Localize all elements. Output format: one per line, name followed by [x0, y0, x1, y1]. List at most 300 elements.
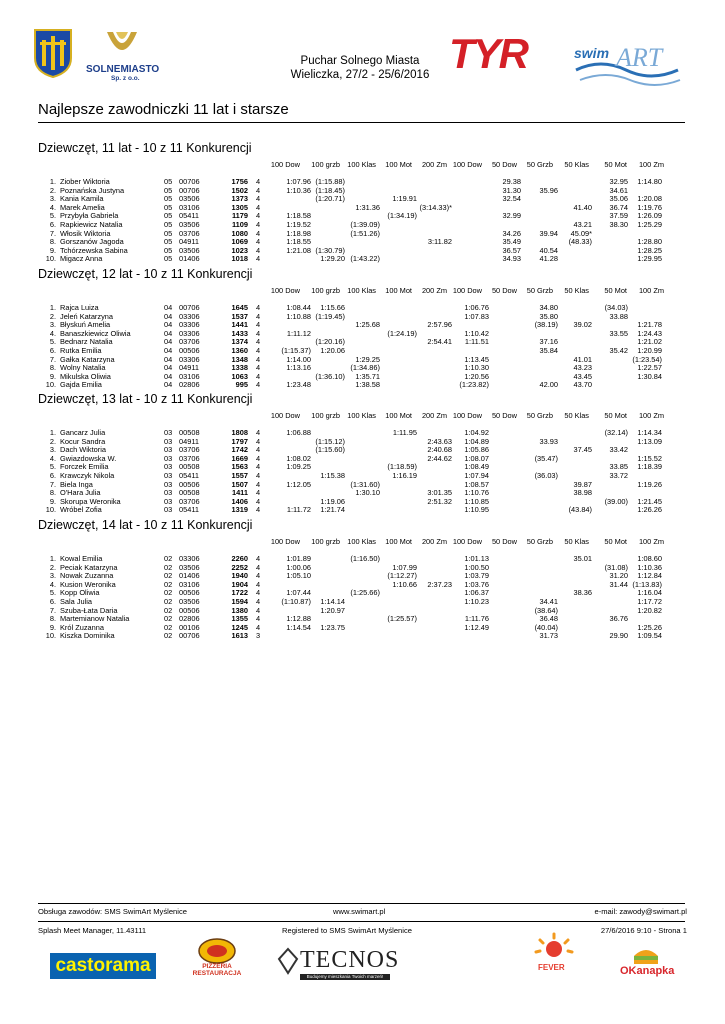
- column-header: 50 Grzb: [526, 537, 553, 546]
- column-header: 200 Zm: [421, 537, 447, 546]
- result-time-cell: 29.38: [502, 177, 521, 186]
- tyr-logo: TYR: [449, 30, 527, 77]
- birth-year-cell: 02: [164, 631, 173, 641]
- event-count-cell: 4: [256, 596, 261, 606]
- result-time-cell: 1:08.44: [286, 303, 311, 312]
- points-cell: 1756: [231, 177, 248, 186]
- coat-of-arms-logo: [33, 28, 73, 78]
- column-header: 100 Dow: [452, 160, 482, 169]
- column-header: 100 Mot: [385, 411, 412, 420]
- result-time-cell: 43.70: [573, 380, 592, 390]
- result-time-cell: 1:18.55: [286, 237, 311, 247]
- rank-cell: 7.: [49, 605, 56, 615]
- result-time-cell: 1:25.26: [637, 622, 662, 632]
- rank-cell: 6.: [49, 470, 56, 480]
- name-cell: Gancarz Julia: [60, 428, 106, 437]
- name-cell: Gajda Emilia: [60, 380, 102, 390]
- club-code-cell: 05411: [179, 211, 200, 221]
- result-time-cell: 1:06.37: [464, 588, 489, 598]
- result-time-cell: 1:13.16: [286, 363, 311, 373]
- result-time-cell: 1:01.89: [286, 554, 311, 563]
- table-row: [38, 238, 688, 247]
- result-time-cell: 1:14.54: [286, 622, 311, 632]
- solnemiasto-logo-text: SOLNEMIASTO: [86, 64, 160, 75]
- event-count-cell: 4: [256, 371, 261, 381]
- points-cell: 1441: [231, 320, 248, 330]
- rank-cell: 5.: [49, 337, 56, 347]
- column-header: 200 Zm: [421, 160, 447, 169]
- column-header: 100 Dow: [270, 537, 300, 546]
- pizzeria-logo: [194, 937, 240, 977]
- name-cell: Ziober Wiktoria: [60, 177, 110, 186]
- event-count-cell: 4: [256, 445, 261, 455]
- result-time-cell: (40.04): [534, 622, 558, 632]
- points-cell: 1537: [231, 311, 248, 321]
- result-time-cell: 1:08.57: [464, 479, 489, 489]
- column-header: 100 Klas: [347, 411, 376, 420]
- result-time-cell: (38.64): [534, 605, 558, 615]
- results-section: [38, 141, 688, 264]
- points-cell: 1355: [231, 614, 248, 624]
- points-cell: 1380: [231, 605, 248, 615]
- table-row: [38, 187, 688, 196]
- column-header: 100 Zm: [638, 160, 664, 169]
- rank-cell: 3.: [49, 320, 56, 330]
- result-time-cell: (1:34.86): [350, 363, 380, 373]
- club-code-cell: 00508: [179, 428, 200, 437]
- birth-year-cell: 03: [164, 479, 173, 489]
- birth-year-cell: 05: [164, 177, 173, 186]
- rank-cell: 7.: [49, 479, 56, 489]
- results-table: [38, 429, 688, 515]
- result-time-cell: 1:26.26: [637, 505, 662, 515]
- result-time-cell: 35.96: [539, 185, 558, 195]
- result-time-cell: 42.00: [539, 380, 558, 390]
- club-code-cell: 03506: [179, 596, 200, 606]
- result-time-cell: 38.98: [573, 488, 592, 498]
- name-cell: Marek Amelia: [60, 202, 105, 212]
- result-time-cell: 34.80: [539, 303, 558, 312]
- rank-cell: 7.: [49, 354, 56, 364]
- points-cell: 1360: [231, 345, 248, 355]
- result-time-cell: 32.54: [502, 194, 521, 204]
- result-time-cell: (1:23.54): [632, 354, 662, 364]
- result-time-cell: 36.76: [609, 614, 628, 624]
- result-time-cell: (43.84): [568, 505, 592, 515]
- club-code-cell: 00706: [179, 303, 200, 312]
- table-row: [38, 506, 688, 515]
- rank-cell: 3.: [49, 571, 56, 581]
- result-time-cell: 1:18.39: [637, 462, 662, 472]
- birth-year-cell: 04: [164, 311, 173, 321]
- name-cell: Krawczyk Nikola: [60, 470, 115, 480]
- result-time-cell: (1:43.22): [350, 254, 380, 264]
- result-time-cell: (1:20.16): [315, 337, 345, 347]
- points-cell: 1502: [231, 185, 248, 195]
- tecnos-logo: TECNOS: [300, 947, 400, 973]
- footer-software: Splash Meet Manager, 11.43111: [38, 926, 147, 935]
- name-cell: Kocur Sandra: [60, 436, 106, 446]
- result-time-cell: 1:11.95: [392, 428, 417, 437]
- result-time-cell: 1:20.56: [464, 371, 489, 381]
- name-cell: Gorszanów Jagoda: [60, 237, 124, 247]
- result-time-cell: 1:28.25: [637, 245, 662, 255]
- club-code-cell: 03506: [179, 245, 200, 255]
- result-time-cell: 43.45: [573, 371, 592, 381]
- result-time-cell: 3:01.35: [427, 488, 452, 498]
- name-cell: Wróbel Zofia: [60, 505, 102, 515]
- result-time-cell: 1:05.10: [286, 571, 311, 581]
- result-time-cell: 41.01: [573, 354, 592, 364]
- result-time-cell: (1:10.87): [281, 596, 311, 606]
- result-time-cell: (1:24.19): [387, 328, 417, 338]
- points-cell: 1808: [231, 428, 248, 437]
- club-code-cell: 03506: [179, 194, 200, 204]
- column-header: 50 Dow: [491, 537, 517, 546]
- club-code-cell: 03106: [179, 371, 200, 381]
- points-cell: 1374: [231, 337, 248, 347]
- event-count-cell: 4: [256, 614, 261, 624]
- table-row: [38, 204, 688, 213]
- result-time-cell: 1:16.04: [637, 588, 662, 598]
- club-code-cell: 03706: [179, 496, 200, 506]
- rank-cell: 2.: [49, 436, 56, 446]
- result-time-cell: (1:18.45): [315, 185, 345, 195]
- result-time-cell: 2:51.32: [427, 496, 452, 506]
- result-time-cell: 1:13.09: [637, 436, 662, 446]
- result-time-cell: 33.88: [609, 311, 628, 321]
- club-code-cell: 03706: [179, 445, 200, 455]
- result-time-cell: 1:25.68: [355, 320, 380, 330]
- result-time-cell: 1:14.14: [320, 596, 345, 606]
- result-time-cell: 2:37.23: [427, 579, 452, 589]
- result-time-cell: 1:22.57: [637, 363, 662, 373]
- column-header: 50 Grzb: [526, 411, 553, 420]
- rank-cell: 5.: [49, 588, 56, 598]
- result-time-cell: 38.36: [573, 588, 592, 598]
- points-cell: 1406: [231, 496, 248, 506]
- rank-cell: 9.: [49, 622, 56, 632]
- result-time-cell: (38.19): [534, 320, 558, 330]
- club-code-cell: 00706: [179, 185, 200, 195]
- club-code-cell: 03106: [179, 579, 200, 589]
- points-cell: 1023: [231, 245, 248, 255]
- solnemiasto-emblem-icon: [104, 28, 140, 62]
- event-count-cell: 4: [256, 470, 261, 480]
- club-code-cell: 00106: [179, 622, 200, 632]
- birth-year-cell: 02: [164, 614, 173, 624]
- points-cell: 1018: [231, 254, 248, 264]
- birth-year-cell: 03: [164, 505, 173, 515]
- event-count-cell: 4: [256, 588, 261, 598]
- solnemiasto-logo-sub: Sp. z o.o.: [111, 75, 140, 82]
- rank-cell: 1.: [49, 554, 56, 563]
- column-header: 50 Dow: [491, 160, 517, 169]
- result-time-cell: 3:11.82: [427, 237, 452, 247]
- event-count-cell: 4: [256, 320, 261, 330]
- column-header: 100 grzb: [311, 160, 340, 169]
- table-row: [38, 255, 688, 264]
- column-header: 100 Mot: [385, 537, 412, 546]
- result-time-cell: (1:25.57): [387, 614, 417, 624]
- name-cell: Forczek Emilia: [60, 462, 109, 472]
- points-cell: 1109: [231, 219, 248, 229]
- event-count-cell: 4: [256, 479, 261, 489]
- title-divider: [38, 122, 685, 123]
- club-code-cell: 04911: [179, 436, 200, 446]
- event-count-cell: 4: [256, 254, 261, 264]
- result-time-cell: (1:39.09): [350, 219, 380, 229]
- fever-sun-icon: [534, 932, 574, 964]
- event-count-cell: 4: [256, 237, 261, 247]
- result-time-cell: 1:07.99: [392, 562, 417, 572]
- result-time-cell: 1:15.38: [320, 470, 345, 480]
- result-time-cell: 1:05.86: [464, 445, 489, 455]
- results-section: [38, 267, 688, 390]
- okanapka-sandwich-icon: [632, 944, 660, 966]
- result-time-cell: 31.44: [609, 579, 628, 589]
- result-time-cell: 1:28.80: [637, 237, 662, 247]
- club-code-cell: 00506: [179, 479, 200, 489]
- event-count-cell: 3: [256, 631, 261, 641]
- result-time-cell: 1:18.58: [286, 211, 311, 221]
- column-header: 100 Zm: [638, 286, 664, 295]
- result-time-cell: 1:19.76: [637, 202, 662, 212]
- rank-cell: 8.: [49, 488, 56, 498]
- result-time-cell: 35.01: [573, 554, 592, 563]
- column-header: 100 Mot: [385, 286, 412, 295]
- rank-cell: 2.: [49, 562, 56, 572]
- result-time-cell: 1:09.25: [286, 462, 311, 472]
- birth-year-cell: 05: [164, 245, 173, 255]
- result-time-cell: 1:20.97: [320, 605, 345, 615]
- birth-year-cell: 05: [164, 194, 173, 204]
- result-time-cell: (36.03): [534, 470, 558, 480]
- points-cell: 1319: [231, 505, 248, 515]
- table-row: [38, 489, 688, 498]
- column-header: 100 Dow: [452, 537, 482, 546]
- rank-cell: 5.: [49, 462, 56, 472]
- results-section: [38, 392, 688, 515]
- event-count-cell: 4: [256, 345, 261, 355]
- section-title: Dziewczęt, 12 lat - 10 z 11 Konkurencji: [38, 267, 253, 281]
- birth-year-cell: 02: [164, 605, 173, 615]
- result-time-cell: 1:00.50: [464, 562, 489, 572]
- rank-cell: 6.: [49, 219, 56, 229]
- rank-cell: 8.: [49, 614, 56, 624]
- event-count-cell: 4: [256, 202, 261, 212]
- result-time-cell: 1:31.36: [355, 202, 380, 212]
- result-time-cell: (31.08): [604, 562, 628, 572]
- result-time-cell: 1:24.43: [637, 328, 662, 338]
- name-cell: Bednarz Natalia: [60, 337, 113, 347]
- name-cell: Błyskuń Amelia: [60, 320, 111, 330]
- result-time-cell: 1:11.72: [286, 505, 311, 515]
- club-code-cell: 00506: [179, 588, 200, 598]
- club-code-cell: 03706: [179, 337, 200, 347]
- result-time-cell: (1:51.26): [350, 228, 380, 238]
- event-count-cell: 4: [256, 562, 261, 572]
- results-section: [38, 518, 688, 641]
- result-time-cell: 1:23.75: [320, 622, 345, 632]
- column-header: 100 Klas: [347, 286, 376, 295]
- points-cell: 995: [235, 380, 248, 390]
- column-header: 50 Grzb: [526, 286, 553, 295]
- birth-year-cell: 02: [164, 588, 173, 598]
- column-header: 100 Klas: [347, 537, 376, 546]
- footer-website: www.swimart.pl: [333, 907, 386, 916]
- club-code-cell: 00706: [179, 631, 200, 641]
- result-time-cell: 1:12.49: [464, 622, 489, 632]
- event-count-cell: 4: [256, 354, 261, 364]
- result-time-cell: 37.59: [609, 211, 628, 221]
- name-cell: Dach Wiktoria: [60, 445, 106, 455]
- birth-year-cell: 03: [164, 496, 173, 506]
- result-time-cell: 1:21.45: [637, 496, 662, 506]
- birth-year-cell: 05: [164, 202, 173, 212]
- result-time-cell: 1:03.79: [464, 571, 489, 581]
- club-code-cell: 05411: [179, 505, 200, 515]
- result-time-cell: 1:30.84: [637, 371, 662, 381]
- result-time-cell: 40.54: [539, 245, 558, 255]
- event-count-cell: 4: [256, 462, 261, 472]
- result-time-cell: (1:30.79): [315, 245, 345, 255]
- result-time-cell: 1:08.60: [637, 554, 662, 563]
- result-time-cell: (48.33): [568, 237, 592, 247]
- name-cell: Kopp Oliwia: [60, 588, 100, 598]
- rank-cell: 1.: [49, 303, 56, 312]
- okanapka-logo: OKanapka: [620, 965, 675, 977]
- result-time-cell: 1:19.91: [392, 194, 417, 204]
- club-code-cell: 04911: [179, 363, 200, 373]
- svg-text:swim: swim: [574, 45, 610, 61]
- birth-year-cell: 04: [164, 320, 173, 330]
- result-time-cell: 1:21.02: [637, 337, 662, 347]
- rank-cell: 1.: [49, 428, 56, 437]
- event-count-cell: 4: [256, 303, 261, 312]
- club-code-cell: 00506: [179, 605, 200, 615]
- column-header: 50 Mot: [604, 537, 627, 546]
- club-code-cell: 03306: [179, 554, 200, 563]
- name-cell: Król Zuzanna: [60, 622, 104, 632]
- event-count-cell: 4: [256, 194, 261, 204]
- name-cell: Kusion Weronika: [60, 579, 116, 589]
- birth-year-cell: 03: [164, 470, 173, 480]
- column-header: 100 Klas: [347, 160, 376, 169]
- name-cell: Włosik Wiktoria: [60, 228, 111, 238]
- points-cell: 2252: [231, 562, 248, 572]
- points-cell: 1245: [231, 622, 248, 632]
- result-time-cell: (1:34.19): [387, 211, 417, 221]
- result-time-cell: 37.16: [539, 337, 558, 347]
- birth-year-cell: 02: [164, 562, 173, 572]
- rank-cell: 10.: [45, 254, 56, 264]
- result-time-cell: (1:15.60): [315, 445, 345, 455]
- club-code-cell: 00706: [179, 177, 200, 186]
- points-cell: 1433: [231, 328, 248, 338]
- club-code-cell: 05411: [179, 470, 200, 480]
- result-time-cell: 31.30: [502, 185, 521, 195]
- event-count-cell: 4: [256, 337, 261, 347]
- result-time-cell: 1:21.78: [637, 320, 662, 330]
- results-table: [38, 304, 688, 390]
- result-time-cell: 1:11.51: [464, 337, 489, 347]
- name-cell: Rutka Emilia: [60, 345, 102, 355]
- name-cell: Peciak Katarzyna: [60, 562, 118, 572]
- result-time-cell: 39.94: [539, 228, 558, 238]
- result-time-cell: 43.21: [573, 219, 592, 229]
- result-time-cell: (1:16.50): [350, 554, 380, 563]
- table-row: [38, 381, 688, 390]
- result-time-cell: 33.93: [539, 436, 558, 446]
- name-cell: Rajca Luiza: [60, 303, 99, 312]
- name-cell: Banaszkiewicz Oliwia: [60, 328, 131, 338]
- club-code-cell: 03306: [179, 354, 200, 364]
- event-count-cell: 4: [256, 496, 261, 506]
- result-time-cell: 32.99: [502, 211, 521, 221]
- table-row: [38, 632, 688, 641]
- rank-cell: 10.: [45, 380, 56, 390]
- footer-operator: Obsługa zawodów: SMS SwimArt Myślenice: [38, 907, 187, 916]
- club-code-cell: 02806: [179, 614, 200, 624]
- result-time-cell: (39.00): [604, 496, 628, 506]
- event-dates: Wieliczka, 27/2 - 25/6/2016: [290, 69, 430, 81]
- points-cell: 1797: [231, 436, 248, 446]
- event-count-cell: 4: [256, 579, 261, 589]
- birth-year-cell: 04: [164, 303, 173, 312]
- result-time-cell: 1:08.07: [464, 453, 489, 463]
- result-time-cell: 1:00.06: [286, 562, 311, 572]
- event-count-cell: 4: [256, 228, 261, 238]
- result-time-cell: 34.93: [502, 254, 521, 264]
- fever-logo: FEVER: [538, 963, 565, 972]
- event-count-cell: 4: [256, 428, 261, 437]
- name-cell: Sala Julia: [60, 596, 93, 606]
- footer-email: e-mail: zawody@swimart.pl: [594, 907, 687, 916]
- name-cell: Migacz Anna: [60, 254, 103, 264]
- rank-cell: 4.: [49, 202, 56, 212]
- table-row: [38, 555, 688, 564]
- club-code-cell: 03306: [179, 311, 200, 321]
- points-cell: 1563: [231, 462, 248, 472]
- event-count-cell: 4: [256, 328, 261, 338]
- footer-registered: Registered to SMS SwimArt Myślenice: [282, 926, 412, 935]
- result-time-cell: (1:19.45): [315, 311, 345, 321]
- result-time-cell: (3:14.33)*: [419, 202, 452, 212]
- result-time-cell: 1:25.29: [637, 219, 662, 229]
- pizzeria-logo-text: PIZZERIA RESTAURACJA: [192, 963, 242, 977]
- name-cell: Biela Inga: [60, 479, 93, 489]
- club-code-cell: 03706: [179, 453, 200, 463]
- column-header: 50 Mot: [604, 160, 627, 169]
- name-cell: Przybyła Gabriela: [60, 211, 119, 221]
- result-time-cell: 2:43.63: [427, 436, 452, 446]
- club-code-cell: 03306: [179, 320, 200, 330]
- column-header: 50 Dow: [491, 411, 517, 420]
- points-cell: 1904: [231, 579, 248, 589]
- result-time-cell: (1:36.10): [315, 371, 345, 381]
- result-time-cell: 1:10.76: [464, 488, 489, 498]
- result-time-cell: 32.95: [609, 177, 628, 186]
- section-title: Dziewczęt, 11 lat - 10 z 11 Konkurencji: [38, 141, 252, 155]
- column-header: 200 Zm: [421, 411, 447, 420]
- table-row: [38, 463, 688, 472]
- points-cell: 1348: [231, 354, 248, 364]
- result-time-cell: (1:25.66): [350, 588, 380, 598]
- result-time-cell: 33.42: [609, 445, 628, 455]
- club-code-cell: 03706: [179, 228, 200, 238]
- birth-year-cell: 04: [164, 363, 173, 373]
